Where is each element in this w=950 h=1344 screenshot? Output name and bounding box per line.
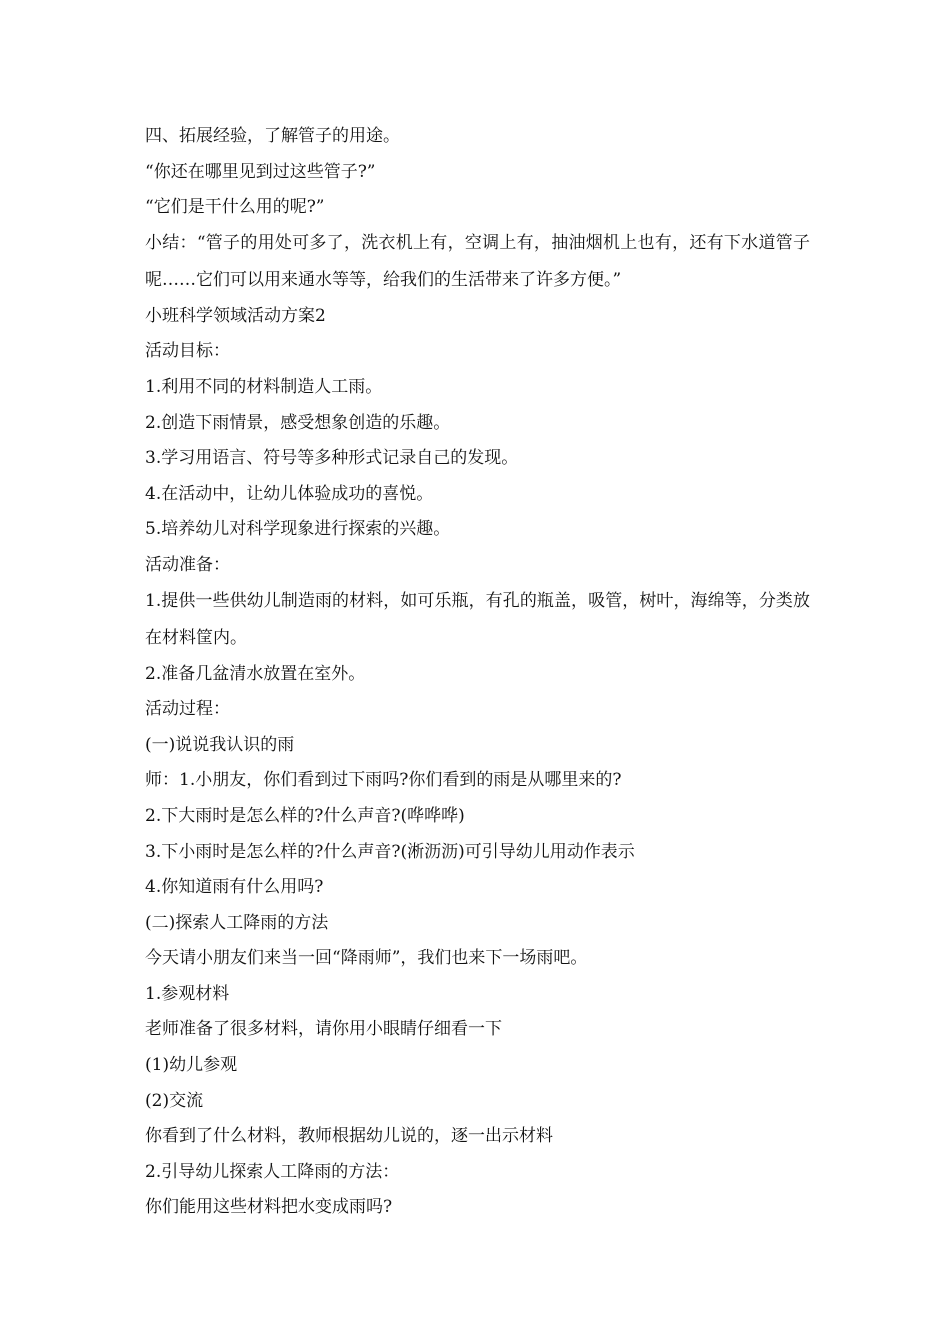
section-heading: 四、拓展经验，了解管子的用途。	[145, 126, 400, 146]
section-heading: 活动准备：	[145, 554, 230, 575]
list-item: 5.培养幼儿对科学现象进行探索的兴趣。	[145, 519, 451, 540]
document-body	[145, 119, 810, 1226]
paragraph: 你看到了什么材料，教师根据幼儿说的，逐一出示材料	[145, 1126, 553, 1147]
list-item: 3.学习用语言、符号等多种形式记录自己的发现。	[145, 448, 519, 469]
summary-paragraph: 小结：“管子的用处可多了，洗衣机上有，空调上有，抽油烟机上也有，还有下水道管子呢……它们可以用来通水等等，给我们的生活带来了许多方便。”	[145, 232, 810, 290]
list-item: 1.参观材料	[145, 983, 230, 1004]
paragraph: 老师准备了很多材料，请你用小眼睛仔细看一下	[145, 1019, 502, 1040]
list-item: 1.利用不同的材料制造人工雨。	[145, 376, 383, 397]
list-item: 2.创造下雨情景，感受想象创造的乐趣。	[145, 412, 451, 433]
list-item: (2)交流	[145, 1090, 204, 1111]
list-item: 2.准备几盆清水放置在室外。	[145, 663, 366, 684]
list-item: 3.下小雨时是怎么样的?什么声音?(淅沥沥)可引导幼儿用动作表示	[145, 841, 635, 862]
paragraph: “你还在哪里见到过这些管子?”	[145, 161, 376, 182]
paragraph: 师：1.小朋友，你们看到过下雨吗?你们看到的雨是从哪里来的?	[145, 770, 622, 791]
list-item: 2.下大雨时是怎么样的?什么声音?(哗哗哗)	[145, 805, 465, 826]
paragraph: 你们能用这些材料把水变成雨吗?	[145, 1197, 393, 1218]
list-item: 4.你知道雨有什么用吗?	[145, 877, 324, 898]
section-heading: 活动目标：	[145, 341, 230, 362]
subsection-heading: (二)探索人工降雨的方法	[145, 912, 329, 933]
document-title: 小班科学领域活动方案2	[145, 305, 326, 326]
subsection-heading: (一)说说我认识的雨	[145, 734, 295, 755]
list-item: 4.在活动中，让幼儿体验成功的喜悦。	[145, 483, 434, 504]
list-item: 1.提供一些供幼儿制造雨的材料，如可乐瓶，有孔的瓶盖，吸管，树叶，海绵等，分类放在材料筐内。	[145, 590, 810, 648]
list-item: 2.引导幼儿探索人工降雨的方法：	[145, 1161, 400, 1182]
section-heading: 活动过程：	[145, 699, 230, 720]
paragraph: “它们是干什么用的呢?”	[145, 197, 325, 218]
list-item: (1)幼儿参观	[145, 1055, 238, 1076]
paragraph: 今天请小朋友们来当一回“降雨师”，我们也来下一场雨吧。	[145, 948, 588, 969]
